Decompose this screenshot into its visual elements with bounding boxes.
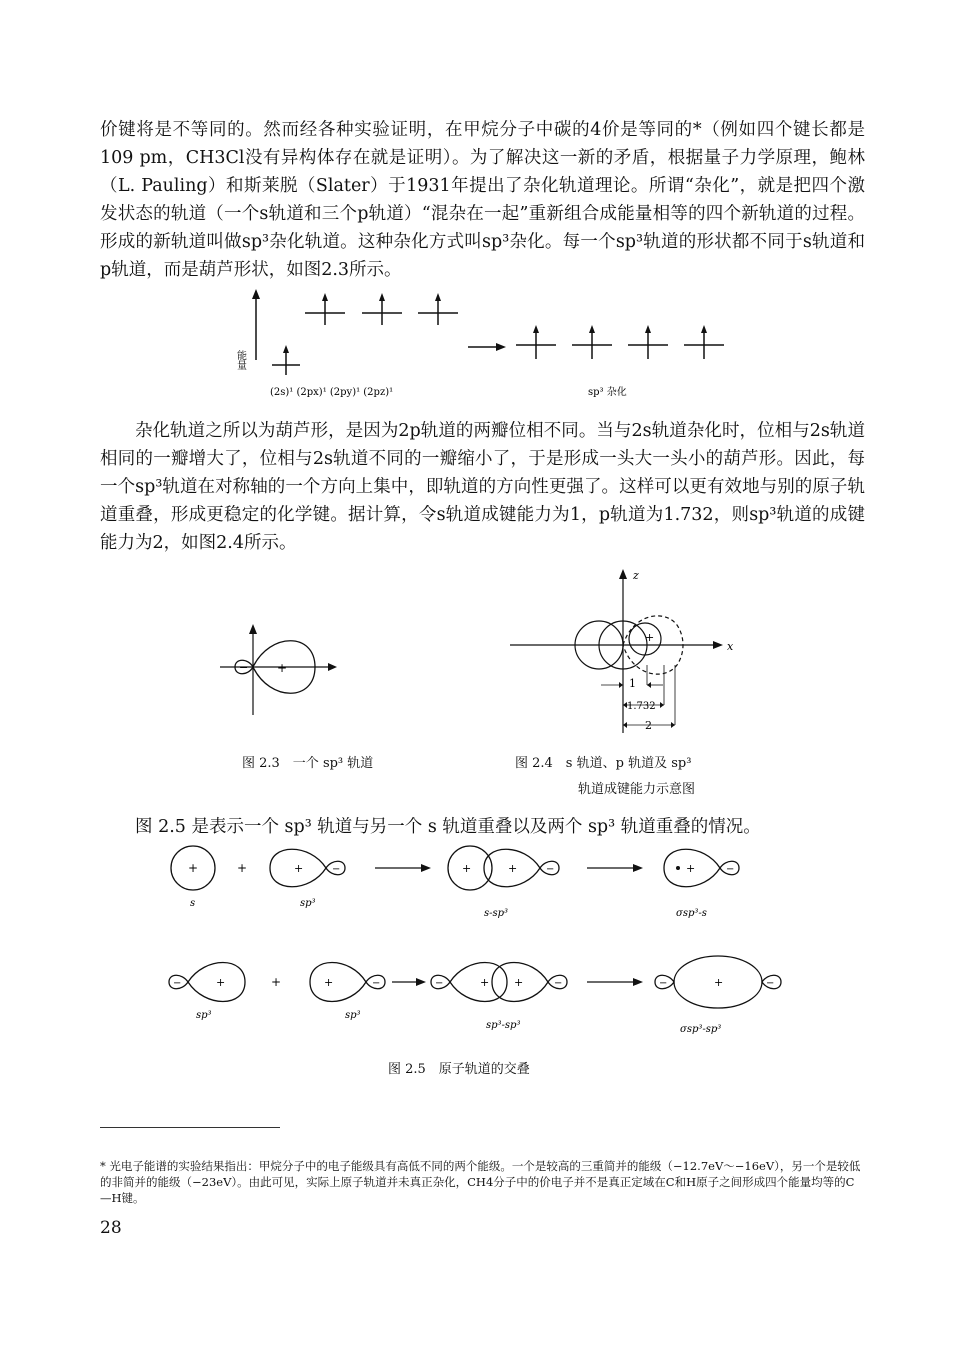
paragraph-3-text: 图 2.5 是表示一个 sp³ 轨道与另一个 s 轨道重叠以及两个 sp³ 轨道重叠的情况。	[135, 817, 761, 837]
fig24-val2: 1.732	[627, 701, 656, 712]
fig24-plus: +	[645, 631, 655, 644]
energy-level-diagram	[0, 285, 980, 405]
plus-sign: +	[294, 862, 304, 875]
plus-sign: +	[237, 861, 248, 875]
plus-sign: +	[508, 862, 518, 875]
row1-label: σsp³-s	[676, 908, 707, 919]
paragraph-1	[100, 116, 865, 284]
fig24-val1: 1	[629, 677, 636, 690]
paragraph-2	[100, 417, 865, 557]
fig24-val3: 2	[645, 719, 652, 732]
minus-sign: −	[372, 978, 381, 989]
lobe-minus: −	[239, 661, 249, 674]
minus-sign: −	[546, 864, 555, 875]
minus-sign: −	[726, 864, 735, 875]
plus-sign: +	[271, 975, 282, 989]
figure-2-5-row2	[0, 952, 980, 1042]
lobe-plus: +	[277, 661, 288, 675]
footnote: * 光电子能谱的实验结果指出：甲烷分子中的电子能级具有高低不同的两个能级。一个是较高的三重简并的能级（−12.7eV～−16eV），另一个是较低的非简并的能级（−23eV）。由此可见，实际上原子轨道并未真正杂化，CH4分子中的价电子并不是真正定域在C和H原子之间形成四个能量均等的C—H键。	[100, 1159, 861, 1205]
fig24-caption-line1: 图 2.4 s 轨道、p 轨道及 sp³	[515, 756, 692, 771]
figure-2-3	[220, 620, 360, 720]
plus-sign: +	[324, 976, 334, 989]
row2-label: sp³	[196, 1010, 212, 1021]
minus-sign: −	[435, 978, 444, 989]
fig24-axis-x: x	[727, 640, 734, 653]
minus-sign: −	[173, 978, 182, 989]
plus-sign: +	[714, 976, 724, 989]
orbital-label-left: (2s)¹ (2px)¹ (2py)¹ (2pz)¹	[270, 387, 394, 398]
fig24-caption-line2: 轨道成键能力示意图	[578, 782, 696, 797]
orbital-label-right: sp³ 杂化	[588, 387, 627, 398]
figure-2-5-row1	[0, 840, 980, 920]
figure-2-4	[505, 565, 755, 735]
plus-sign: +	[480, 976, 490, 989]
plus-sign: +	[686, 862, 696, 875]
minus-sign: −	[659, 978, 668, 989]
paragraph-3	[100, 813, 865, 841]
plus-sign: +	[188, 861, 199, 875]
minus-sign: −	[554, 978, 563, 989]
row2-label: sp³	[345, 1010, 361, 1021]
sp3-levels	[516, 325, 724, 359]
paragraph-2-text: 杂化轨道之所以为葫芦形，是因为2p轨道的两瓣位相不同。当与2s轨道杂化时，位相与2s轨道相同的一瓣增大了，位相与2s轨道不同的一瓣缩小了，于是形成一头大一头小的葫芦形。因此，每一个sp³轨道在对称轴的一个方向上集中，即轨道的方向性更强了。这样可以更有效地与别的原子轨道重叠，形成更稳定的化学键。据计算，令s轨道成键能力为1，p轨道为1.732，则sp³轨道的成键能力为2，如图2.4所示。	[100, 421, 865, 553]
minus-sign: −	[332, 864, 341, 875]
paragraph-1-text: 价键将是不等同的。然而经各种实验证明，在甲烷分子中碳的4价是等同的*（例如四个键长都是109 pm，CH3Cl没有异构体存在就是证明）。为了解决这一新的矛盾，根据量子力学原理，鲍林（L. Pauling）和斯莱脱（Slater）于1931年提出了杂化轨道理论。所谓“杂化”，就是把四个激发状态的轨道（一个s轨道和三个p轨道）“混杂在一起”重新组合成能量相等的四个新轨道的过程。形成的新轨道叫做sp³杂化轨道。这种杂化方式叫sp³杂化。每一个sp³轨道的形状都不同于s轨道和p轨道，而是葫芦形状，如图2.3所示。	[100, 120, 865, 280]
plus-sign: +	[514, 976, 524, 989]
footnote-divider	[100, 1127, 280, 1128]
fig23-caption: 图 2.3 一个 sp³ 轨道	[242, 756, 374, 771]
row2-label: sp³-sp³	[486, 1020, 521, 1031]
row1-label: sp³	[300, 898, 316, 909]
plus-sign: +	[216, 976, 226, 989]
fig24-axis-z: z	[633, 569, 639, 582]
p-levels	[305, 293, 458, 325]
minus-sign: −	[766, 978, 775, 989]
row2-label: σsp³-sp³	[680, 1024, 722, 1035]
energy-axis-label: 能量	[234, 350, 246, 370]
fig25-caption: 图 2.5 原子轨道的交叠	[388, 1062, 530, 1077]
row1-label: s-sp³	[484, 908, 509, 919]
page-number: 28	[100, 1218, 122, 1238]
row1-label: s	[190, 898, 196, 909]
plus-sign: +	[462, 862, 472, 875]
